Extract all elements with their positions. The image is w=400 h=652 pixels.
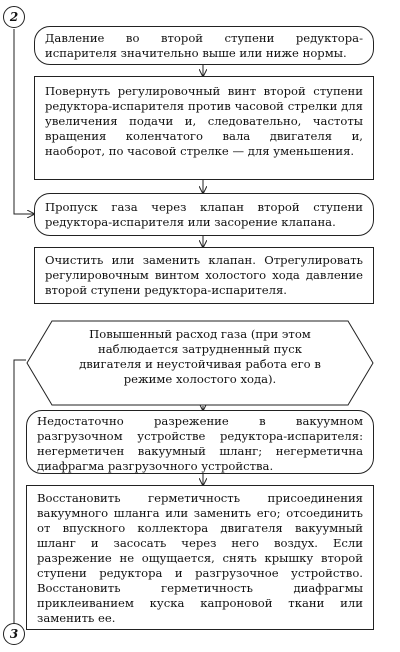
connector-label-bottom: 3 <box>3 623 25 645</box>
action-block-2 <box>34 247 374 304</box>
connector-line-3 <box>14 360 26 623</box>
action-block-3 <box>26 485 374 630</box>
fault-text-2: Пропуск газа через клапан второй ступени редуктора-испарителя или засорение клапана. <box>45 200 363 229</box>
symptom-text: Повышенный расход газа (при этом наблюдается затрудненный пуск двигателя и неустойчивая работа его в режиме холостого хода). <box>79 327 321 386</box>
connector-line-2 <box>14 29 34 214</box>
symptom-block <box>26 320 374 406</box>
fault-block-3 <box>26 410 374 474</box>
connector-label-top: 2 <box>3 6 25 28</box>
fault-text-1: Давление во второй ступени редуктора-испарителя значительно выше или ниже нормы. <box>45 31 363 60</box>
fault-text-3: Недостаточно разрежение в вакуумном разгрузочном устройстве редуктора-испарителя: негерметичен вакуумный шланг; негерметична диафрагма разгрузочного устройства. <box>37 414 363 473</box>
fault-block-1 <box>34 26 374 65</box>
action-text-2: Очистить или заменить клапан. Отрегулировать регулировочным винтом холостого хода давление второй ступени редуктора-испарителя. <box>45 253 363 297</box>
fault-block-2 <box>34 193 374 236</box>
action-text-3: Восстановить герметичность присоединения вакуумного шланга или заменить его; отсоединить от впускного коллектора двигателя вакуумный шланг и засосать через него воздух. Если разрежение не ощущается, снять крышку второй ступени редуктора и разгрузочное устройство. Восстановить герметичность диафрагмы приклеиванием куска капроновой ткани или заменить ее. <box>37 491 363 625</box>
action-text-1: Повернуть регулировочный винт второй ступени редуктора-испарителя против часовой стрелки для увеличения подачи и, следовательно, частоты вращения коленчатого вала двигателя и, наоборот, по часовой стрелке — для уменьшения. <box>45 84 363 158</box>
action-block-1 <box>34 76 374 180</box>
